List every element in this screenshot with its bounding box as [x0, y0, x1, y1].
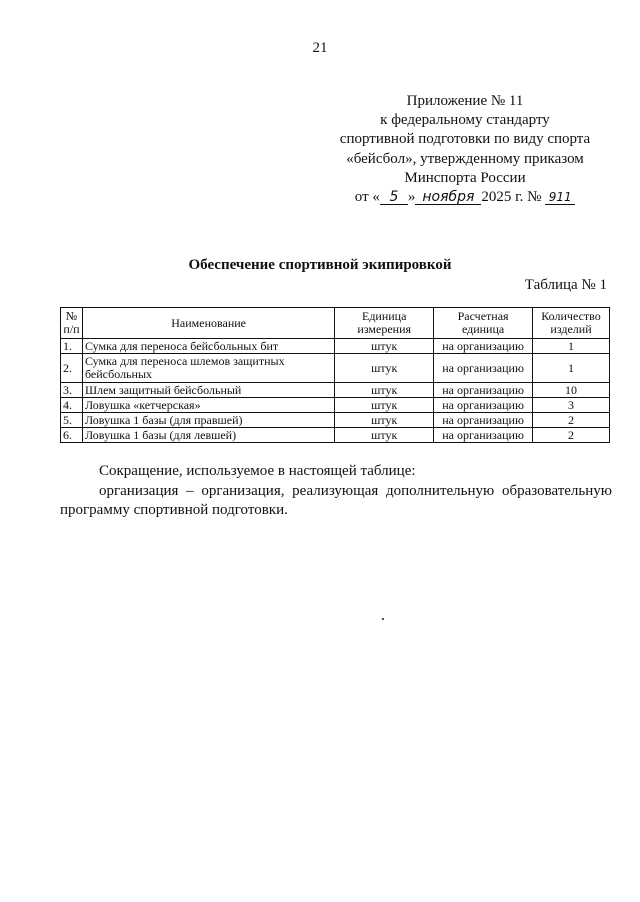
- table-header-row: [61, 308, 610, 339]
- cell-number: 1.: [61, 339, 83, 354]
- date-year: 2025 г. №: [481, 189, 542, 206]
- cell-quantity: 2: [533, 413, 610, 428]
- equipment-table: [60, 307, 610, 443]
- table-label: Таблица № 1: [524, 277, 607, 293]
- cell-number: 4.: [61, 398, 83, 413]
- date-prefix: от «: [354, 189, 380, 206]
- cell-number: 3.: [61, 383, 83, 398]
- header-calc-unit: Расчетная единица: [434, 308, 533, 339]
- cell-unit: штук: [335, 398, 434, 413]
- appendix-date-line: [330, 188, 600, 207]
- cell-name: Ловушка 1 базы (для правшей): [82, 413, 334, 428]
- order-number-handwritten: 911: [545, 190, 575, 205]
- page-number: 21: [312, 40, 328, 56]
- header-name: Наименование: [82, 308, 334, 339]
- document-title: Обеспечение спортивной экипировкой: [188, 257, 452, 273]
- cell-quantity: 3: [533, 398, 610, 413]
- cell-unit: штук: [335, 354, 434, 383]
- header-quantity: Количество изделий: [533, 308, 610, 339]
- cell-name: Сумка для переноса бейсбольных бит: [82, 339, 334, 354]
- table-row: [61, 398, 610, 413]
- date-day-handwritten: 5: [380, 190, 408, 205]
- header-number: № п/п: [61, 308, 83, 339]
- cell-calc-unit: на организацию: [434, 428, 533, 443]
- cell-calc-unit: на организацию: [434, 398, 533, 413]
- appendix-block: [330, 92, 600, 207]
- date-month-handwritten: ноября: [415, 190, 481, 205]
- cell-name: Шлем защитный бейсбольный: [82, 383, 334, 398]
- appendix-line-4: «бейсбол», утвержденному приказом: [346, 150, 584, 167]
- scan-speck: [382, 618, 384, 620]
- cell-quantity: 1: [533, 339, 610, 354]
- appendix-line-1: Приложение № 11: [406, 93, 524, 109]
- cell-calc-unit: на организацию: [434, 383, 533, 398]
- note-line-1: Сокращение, используемое в настоящей таблице:: [99, 463, 416, 479]
- cell-name: Ловушка «кетчерская»: [82, 398, 334, 413]
- cell-number: 6.: [61, 428, 83, 443]
- appendix-line-3: спортивной подготовки по виду спорта: [339, 131, 591, 148]
- note-line-2: организация – организация, реализующая дополнительную образовательную программу спортивной подготовки.: [60, 482, 612, 518]
- abbreviation-note: [60, 462, 612, 521]
- table-row: [61, 383, 610, 398]
- cell-calc-unit: на организацию: [434, 413, 533, 428]
- cell-calc-unit: на организацию: [434, 339, 533, 354]
- cell-quantity: 10: [533, 383, 610, 398]
- table-row: [61, 413, 610, 428]
- date-mid: »: [407, 189, 416, 206]
- table-row: [61, 428, 610, 443]
- cell-name: Ловушка 1 базы (для левшей): [82, 428, 334, 443]
- header-unit: Единица измерения: [335, 308, 434, 339]
- cell-unit: штук: [335, 428, 434, 443]
- table-row: [61, 339, 610, 354]
- cell-quantity: 2: [533, 428, 610, 443]
- cell-quantity: 1: [533, 354, 610, 383]
- cell-unit: штук: [335, 413, 434, 428]
- cell-unit: штук: [335, 383, 434, 398]
- cell-unit: штук: [335, 339, 434, 354]
- cell-name: Сумка для переноса шлемов защитных бейсбольных: [82, 354, 334, 383]
- table-row: [61, 354, 610, 383]
- appendix-line-2: к федеральному стандарту: [380, 112, 550, 129]
- cell-number: 2.: [61, 354, 83, 383]
- cell-number: 5.: [61, 413, 83, 428]
- appendix-line-5: Минспорта России: [404, 169, 526, 186]
- cell-calc-unit: на организацию: [434, 354, 533, 383]
